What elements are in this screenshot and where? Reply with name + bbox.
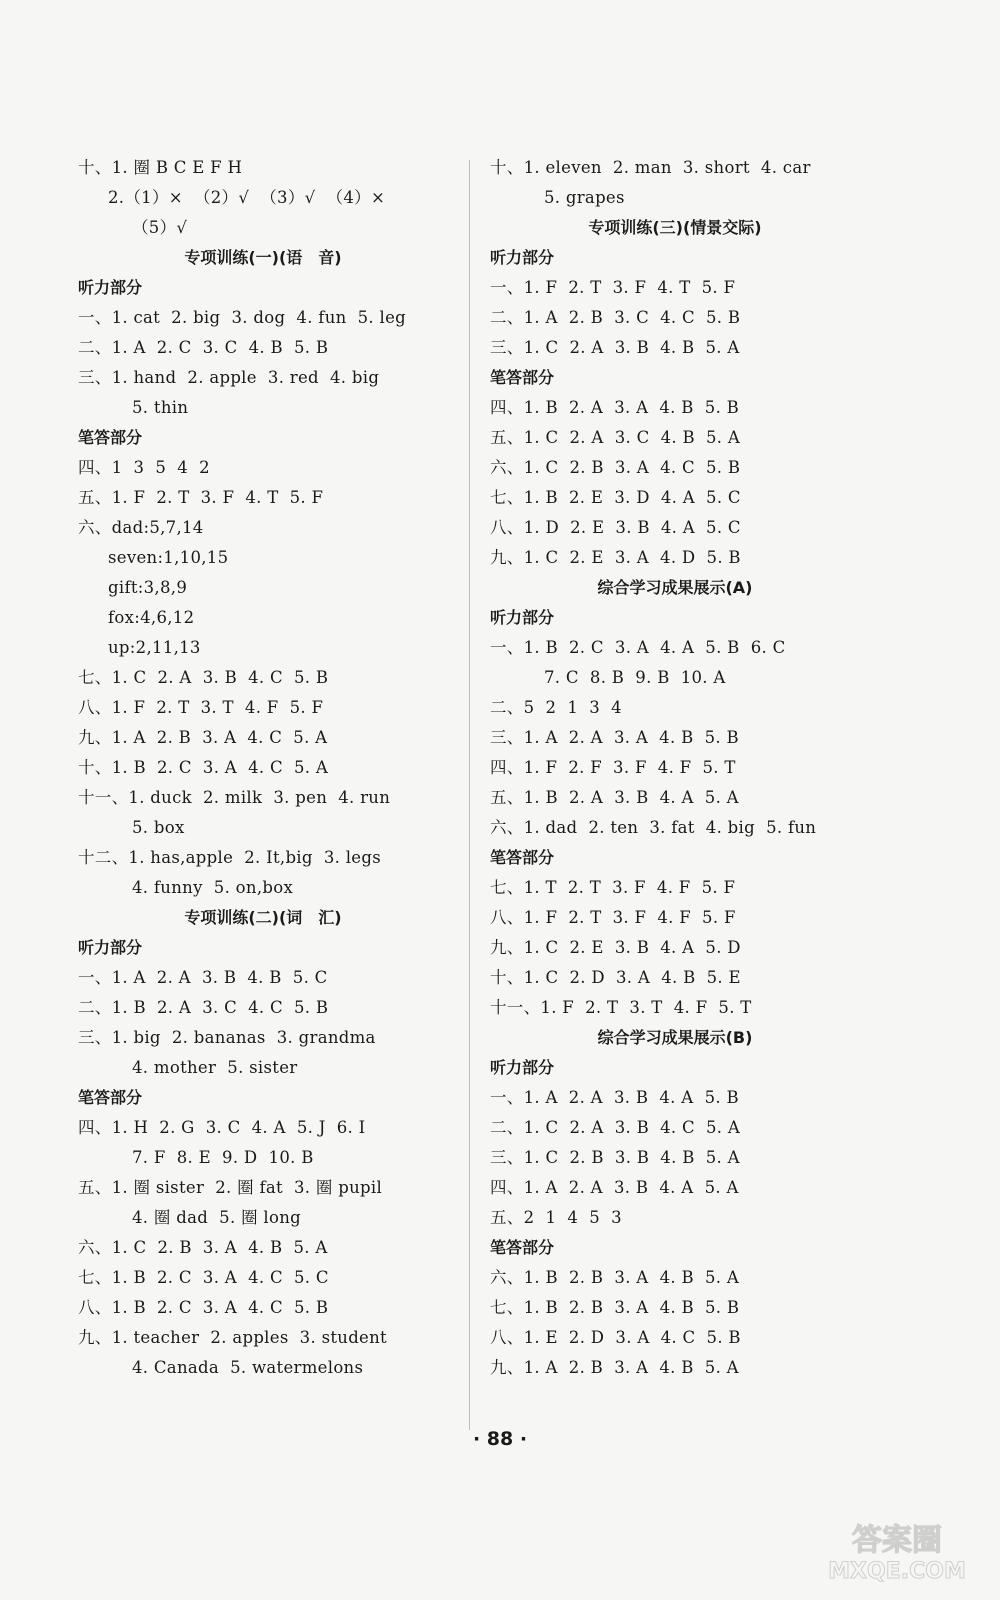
answer-line: 5. box [132, 818, 185, 837]
answer-line: 二、1. C 2. A 3. B 4. C 5. A [490, 1118, 741, 1137]
answer-line: 5. grapes [544, 188, 625, 207]
answer-line: 八、1. D 2. E 3. B 4. A 5. C [490, 518, 741, 537]
answer-line: 七、1. B 2. C 3. A 4. C 5. C [78, 1268, 329, 1287]
answer-line: 三、1. C 2. A 3. B 4. B 5. A [490, 338, 740, 357]
answer-line: 三、1. A 2. A 3. A 4. B 5. B [490, 728, 739, 747]
answer-line: 二、1. A 2. B 3. C 4. C 5. B [490, 308, 741, 327]
section-title: 专项训练(一)(语 音) [184, 248, 342, 267]
answer-line: 六、1. B 2. B 3. A 4. B 5. A [490, 1268, 740, 1287]
answer-line: 八、1. E 2. D 3. A 4. C 5. B [490, 1328, 741, 1347]
answer-line: 4. 圈 dad 5. 圈 long [132, 1208, 302, 1227]
answer-line: 五、1. F 2. T 3. F 4. T 5. F [78, 488, 324, 507]
right-answer-column [490, 153, 860, 1383]
watermark-logo [812, 1516, 982, 1586]
section-title: 综合学习成果展示(A) [597, 578, 753, 597]
answer-line: 三、1. hand 2. apple 3. red 4. big [78, 368, 380, 387]
answer-line: 九、1. A 2. B 3. A 4. C 5. A [78, 728, 328, 747]
answer-line: 十一、1. F 2. T 3. T 4. F 5. T [490, 998, 752, 1017]
part-heading: 听力部分 [490, 1058, 555, 1077]
answer-line: 十一、1. duck 2. milk 3. pen 4. run [78, 788, 391, 807]
part-heading: 笔答部分 [490, 1238, 555, 1257]
answer-line: 十、1. C 2. D 3. A 4. B 5. E [490, 968, 741, 987]
answer-line: 4. funny 5. on,box [132, 878, 294, 897]
answer-line: 十、1. 圈 B C E F H [78, 158, 243, 177]
answer-line: 四、1. A 2. A 3. B 4. A 5. A [490, 1178, 739, 1197]
part-heading: 笔答部分 [78, 428, 143, 447]
page-number: · 88 · [472, 1428, 528, 1450]
left-answer-column [78, 153, 448, 1383]
answer-line: 一、1. cat 2. big 3. dog 4. fun 5. leg [78, 308, 407, 327]
answer-line: 一、1. A 2. A 3. B 4. A 5. B [490, 1088, 739, 1107]
part-heading: 听力部分 [490, 248, 555, 267]
answer-line: 二、1. A 2. C 3. C 4. B 5. B [78, 338, 329, 357]
answer-line: 十、1. eleven 2. man 3. short 4. car [490, 158, 811, 177]
part-heading: 笔答部分 [78, 1088, 143, 1107]
section-title: 专项训练(二)(词 汇) [184, 908, 342, 927]
answer-line: up:2,11,13 [108, 638, 201, 657]
answer-line: 三、1. C 2. B 3. B 4. B 5. A [490, 1148, 740, 1167]
answer-line: seven:1,10,15 [108, 548, 229, 567]
answer-line: 九、1. teacher 2. apples 3. student [78, 1328, 387, 1347]
answer-line: 2.（1）× （2）√ （3）√ （4）× [108, 188, 386, 207]
answer-line: 4. mother 5. sister [132, 1058, 298, 1077]
answer-line: 五、1. C 2. A 3. C 4. B 5. A [490, 428, 741, 447]
answer-line: 六、1. dad 2. ten 3. fat 4. big 5. fun [490, 818, 817, 837]
answer-line: 六、dad:5,7,14 [78, 518, 204, 537]
answer-line: 二、5 2 1 3 4 [490, 698, 622, 717]
answer-line: （5）√ [132, 218, 188, 237]
answer-line: 六、1. C 2. B 3. A 4. B 5. A [78, 1238, 328, 1257]
watermark-line2: MXQE.COM [828, 1559, 966, 1584]
answer-line: 三、1. big 2. bananas 3. grandma [78, 1028, 376, 1047]
part-heading: 笔答部分 [490, 368, 555, 387]
answer-line: 一、1. F 2. T 3. F 4. T 5. F [490, 278, 736, 297]
answer-line: 七、1. B 2. B 3. A 4. B 5. B [490, 1298, 740, 1317]
answer-line: 五、2 1 4 5 3 [490, 1208, 622, 1227]
answer-line: 七、1. T 2. T 3. F 4. F 5. F [490, 878, 736, 897]
answer-line: 二、1. B 2. A 3. C 4. C 5. B [78, 998, 329, 1017]
answer-line: fox:4,6,12 [108, 608, 195, 627]
answer-line: 七、1. C 2. A 3. B 4. C 5. B [78, 668, 329, 687]
answer-line: 四、1 3 5 4 2 [78, 458, 210, 477]
answer-line: 五、1. 圈 sister 2. 圈 fat 3. 圈 pupil [78, 1178, 383, 1197]
answer-line: 八、1. B 2. C 3. A 4. C 5. B [78, 1298, 329, 1317]
answer-line: 七、1. B 2. E 3. D 4. A 5. C [490, 488, 741, 507]
part-heading: 听力部分 [78, 278, 143, 297]
answer-line: 四、1. F 2. F 3. F 4. F 5. T [490, 758, 736, 777]
answer-line: 7. F 8. E 9. D 10. B [132, 1148, 314, 1167]
answer-line: 八、1. F 2. T 3. T 4. F 5. F [78, 698, 324, 717]
answer-line: 四、1. B 2. A 3. A 4. B 5. B [490, 398, 740, 417]
part-heading: 听力部分 [78, 938, 143, 957]
answer-line: 四、1. H 2. G 3. C 4. A 5. J 6. I [78, 1118, 366, 1137]
watermark-line1: 答案圈 [852, 1523, 942, 1558]
answer-line: 九、1. C 2. E 3. B 4. A 5. D [490, 938, 741, 957]
answer-line: 八、1. F 2. T 3. F 4. F 5. F [490, 908, 736, 927]
answer-line: 5. thin [132, 398, 189, 417]
column-divider [469, 160, 470, 1430]
answer-line: 4. Canada 5. watermelons [132, 1358, 364, 1377]
part-heading: 笔答部分 [490, 848, 555, 867]
answer-line: 一、1. B 2. C 3. A 4. A 5. B 6. C [490, 638, 786, 657]
answer-line: 十、1. B 2. C 3. A 4. C 5. A [78, 758, 329, 777]
answer-line: 一、1. A 2. A 3. B 4. B 5. C [78, 968, 328, 987]
answer-line: 九、1. A 2. B 3. A 4. B 5. A [490, 1358, 739, 1377]
answer-line: 六、1. C 2. B 3. A 4. C 5. B [490, 458, 741, 477]
answer-line: gift:3,8,9 [108, 578, 188, 597]
answer-line: 五、1. B 2. A 3. B 4. A 5. A [490, 788, 739, 807]
answer-line: 十二、1. has,apple 2. It,big 3. legs [78, 848, 381, 867]
section-title: 综合学习成果展示(B) [597, 1028, 753, 1047]
part-heading: 听力部分 [490, 608, 555, 627]
answer-line: 7. C 8. B 9. B 10. A [544, 668, 726, 687]
answer-line: 九、1. C 2. E 3. A 4. D 5. B [490, 548, 741, 567]
section-title: 专项训练(三)(情景交际) [588, 218, 762, 237]
